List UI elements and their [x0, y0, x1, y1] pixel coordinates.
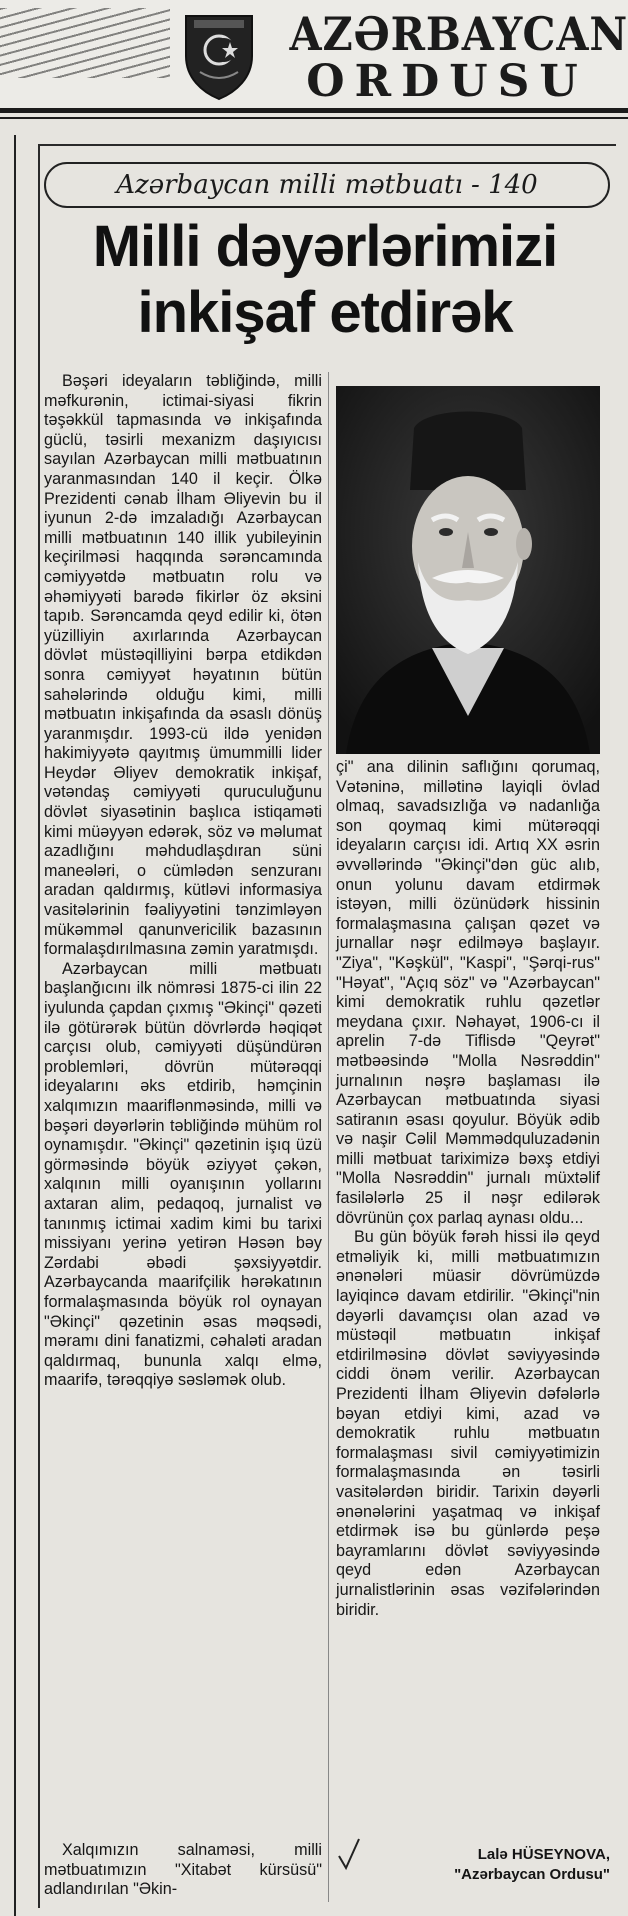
article-paragraph: Bəşəri ideyaların təbliğində, milli məfkurənin, ictimai-siyasi fikrin təşəkkül tapmasında və inkişafında güclü, təsirli mexanizm daşıyıcısı sayılan Azərbaycan milli mətbuatının yaranmasından 140 il keçir. Ölkə Prezidenti cənab İlham Əliyevin bu il iyunun 2-də imzaladığı Azərbaycan milli mətbuatının 140 illik yubileyinin keçirilməsi haqqında sərəncamında cəmiyyətdə mətbuatın rolu və əhəmiyyəti barədə fikirlər öz əksini tapıb. Sərəncamda qeyd edilir ki, ötən yüzilliyin axırlarında Azərbaycan dövlət müstəqilliyini bərpa etdikdən sonra cəmiyyət həyatının bütün sahələrində olduğu kimi, milli mətbuatın inkişafında da əsaslı dönüş yaranmışdır. 1993-cü ildə yenidən hakimiyyətə qayıtmış ümummilli lider Heydər Əliyev demokratik inkişaf, vətəndaş cəmiyyəti quruculuğunu dövlət siyasətinin başlıca istiqaməti kimi müəyyən edərək, söz və məlumat azadlığını məhdudlaşdıran süni maneələri, o cümlədən senzuranı aradan qaldırmış, kütləvi informasiya vasitələrinin fəaliyyətini tənzimləyən mükəmməl qanunvericilik bazasının formalaşdırılmasına zəmin yaratmışdı. — [44, 372, 322, 959]
article-column-left-tail — [44, 1841, 322, 1900]
scratched-margin — [0, 8, 170, 78]
article-title — [40, 214, 610, 346]
article-title-line2: inkişaf etdirək — [137, 280, 513, 345]
newspaper-name-line1: AZƏRBAYCAN — [289, 7, 628, 61]
column-separator — [328, 372, 329, 1902]
author-organization: "Azərbaycan Ordusu" — [454, 1866, 610, 1883]
masthead — [0, 0, 628, 112]
article-column-left — [44, 372, 322, 1391]
army-shield-emblem-icon — [180, 6, 258, 102]
checkmark-stroke-icon — [336, 1836, 362, 1872]
article-paragraph: çi" ana dilinin saflığını qorumaq, Vətəninə, millətinə layiqli övlad olmaq, savadsızlığa və nadanlığa son qoymaq kimi mütərəqqi ideyaların carçısı idi. Artıq XX əsrin əvvəllərində "Əkinçi"dən güc alıb, onun yolunu davam etdirmək istəyən, milli özünüdərk hissinin formalaşmasına çalışan qəzet və jurnallar nəşr edilməyə başlayır. "Ziya", "Kəşkül", "Kaspi", "Şərqi-rus" "Həyat", "Açıq söz" və "Azərbaycan" kimi demokratik ruhlu qəzetlər meydana çıxır. Nəhayət, 1906-cı il aprelin 7-də Tiflisdə "Qeyrət" mətbəəsində "Molla Nəsrəddin" jurnalının nəşrə başlaması ilə Azərbaycan mətbuatında siyasi satiranın əsası qoyulur. Böyük ədib və naşir Cəlil Məmmədquluzadənin milli mətbuat tariximizə bəxş etdiyi "Molla Nəsrəddin" jurnalı müxtəlif fasilələrlə 25 il nəşr edilərək dövrünün çox parlaq aynası oldu... — [336, 758, 600, 1227]
masthead-rule — [0, 108, 628, 113]
author-signature — [360, 1845, 610, 1885]
article-paragraph: Azərbaycan milli mətbuatı başlanğıcını ilk nömrəsi 1875-ci ilin 22 iyulunda çapdan çıxmış "Əkinçi" qəzeti ilə götürərək bütün dövrlərdə həqiqət carçısı olub, cəmiyyəti düşündürən problemləri, dövrün mütərəqqi ideyalarını əks etdirib, həmçinin xalqımızın maariflənməsində, milli və bəşəri dəyərlərin təbliğində mühüm rol oynamışdır. "Əkinçi" qəzetinin işıq üzü görməsində böyük əziyyət çəkən, xalqının milli oyanışının yollarını axtaran alim, pedaqoq, jurnalist və tanınmış ictimai xadim kimi bu tarixi missiyanı yerinə yetirən Həsən bəy Zərdabi əbədi şəxsiyyətdir. Azərbaycanda maarifçilik hərəkatının formalaşmasında böyük rol oynayan "Əkinçi" qəzetinin əsas məqsədi, məramı dini fanatizmi, cəhaləti aradan qaldırmaq, bununla xalqı elmə, maarifə, tərəqqiyə səsləmək olub. — [44, 959, 322, 1390]
article-column-right — [336, 758, 600, 1620]
masthead-rule-thin — [0, 117, 628, 119]
article-title-line1: Milli dəyərlərimizi — [92, 214, 558, 279]
adjacent-column-edge — [0, 135, 16, 1916]
newspaper-name-line2: ORDUSU — [306, 56, 588, 107]
author-name: Lalə HÜSEYNOVA, — [477, 1846, 610, 1863]
portrait-photo — [336, 386, 600, 754]
article-paragraph: Xalqımızın salnaməsi, milli mətbuatımızın "Xitabət kürsüsü" adlandırılan "Əkin- — [44, 1841, 322, 1899]
article-paragraph: Bu gün böyük fərəh hissi ilə qeyd etməliyik ki, milli mətbuatımızın ənənələri müasir dövrümüzdə layiqincə davam etdirilir. "Əkinçi"nin dəyərli davamçısı olan azad və müstəqil mətbuatın inkişaf etdirilməsinə dövlət səviyyəsində ciddi önəm verilir. Azərbaycan Prezidenti İlham Əliyevin dəfələrlə bəyan etdiyi kimi, azad və demokratik ruhlu mətbuatın formalaşması sivil cəmiyyətimizin formalaşmasında ən təsirli vasitələrdən biridir. Tarixin dəyərli ənənələrini yaşatmaq və inkişaf etdirmək isə bu günlərdə peşə bayramlarını dövlət səviyyəsində qeyd edən Azərbaycan jurnalistlərinin əsas vəzifələrindən biridir. — [336, 1228, 600, 1619]
series-heading: Azərbaycan milli mətbuatı - 140 — [44, 162, 610, 208]
newspaper-name — [272, 7, 628, 107]
